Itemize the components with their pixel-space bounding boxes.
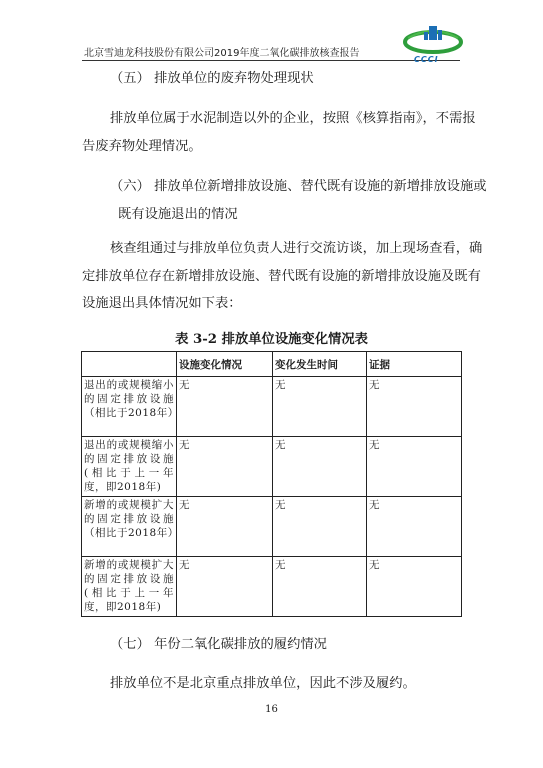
table-row <box>82 377 462 437</box>
page-number: 16 <box>265 704 278 715</box>
section-5-body-line-2: 告废弃物处理情况。 <box>82 139 202 154</box>
table-cell: 无 <box>367 377 462 437</box>
table-header-evidence: 证据 <box>367 352 462 377</box>
section-6-heading-line-2: 既有设施退出的情况 <box>118 207 238 222</box>
table-row <box>82 497 462 557</box>
section-5-body-line-1: 排放单位属于水泥制造以外的企业，按照《核算指南》，不需报 <box>110 111 476 126</box>
page-header-title: 北京雪迪龙科技股份有限公司2019年度二氧化碳排放核查报告 <box>84 48 360 59</box>
section-5-heading: （五） 排放单位的废弃物处理现状 <box>110 71 314 86</box>
table-row-label: 新增的或规模扩大的固定排放设施（相比于2018年） <box>82 497 177 557</box>
table-cell: 无 <box>273 497 367 557</box>
table-cell: 无 <box>273 377 367 437</box>
section-7-heading: （七） 年份二氧化碳排放的履约情况 <box>110 637 327 652</box>
section-6-body-line-3: 设施退出具体情况如下表： <box>82 296 242 311</box>
ccci-logo-icon <box>402 20 464 60</box>
table-cell: 无 <box>367 497 462 557</box>
table-cell: 无 <box>273 437 367 497</box>
table-row-label: 退出的或规模缩小的固定排放设施（相比于2018年） <box>82 377 177 437</box>
section-6-body-line-1: 核查组通过与排放单位负责人进行交流访谈，加上现场查看，确 <box>110 241 483 256</box>
facility-change-table <box>81 351 462 617</box>
table-header-row <box>82 352 462 377</box>
table-header-change: 设施变化情况 <box>177 352 273 377</box>
logo-text: CCCI <box>414 55 439 64</box>
header-divider <box>82 60 460 61</box>
table-cell: 无 <box>177 377 273 437</box>
section-6-heading-line-1: （六） 排放单位新增排放设施、替代既有设施的新增排放设施或 <box>110 179 487 194</box>
table-row-label: 退出的或规模缩小的固定排放设施(相比于上一年度，即2018年) <box>82 437 177 497</box>
table-cell: 无 <box>177 437 273 497</box>
table-header-time: 变化发生时间 <box>273 352 367 377</box>
table-header-empty <box>82 352 177 377</box>
table-cell: 无 <box>367 557 462 617</box>
table-row <box>82 557 462 617</box>
section-7-body: 排放单位不是北京重点排放单位，因此不涉及履约。 <box>110 676 416 691</box>
section-6-body-line-2: 定排放单位存在新增排放设施、替代既有设施的新增排放设施及既有 <box>82 269 481 284</box>
table-cell: 无 <box>273 557 367 617</box>
table-cell: 无 <box>177 557 273 617</box>
table-row-label: 新增的或规模扩大的固定排放设施(相比于上一年度，即2018年) <box>82 557 177 617</box>
table-cell: 无 <box>177 497 273 557</box>
table-cell: 无 <box>367 437 462 497</box>
table-row <box>82 437 462 497</box>
table-title: 表 3-2 排放单位设施变化情况表 <box>175 332 368 347</box>
